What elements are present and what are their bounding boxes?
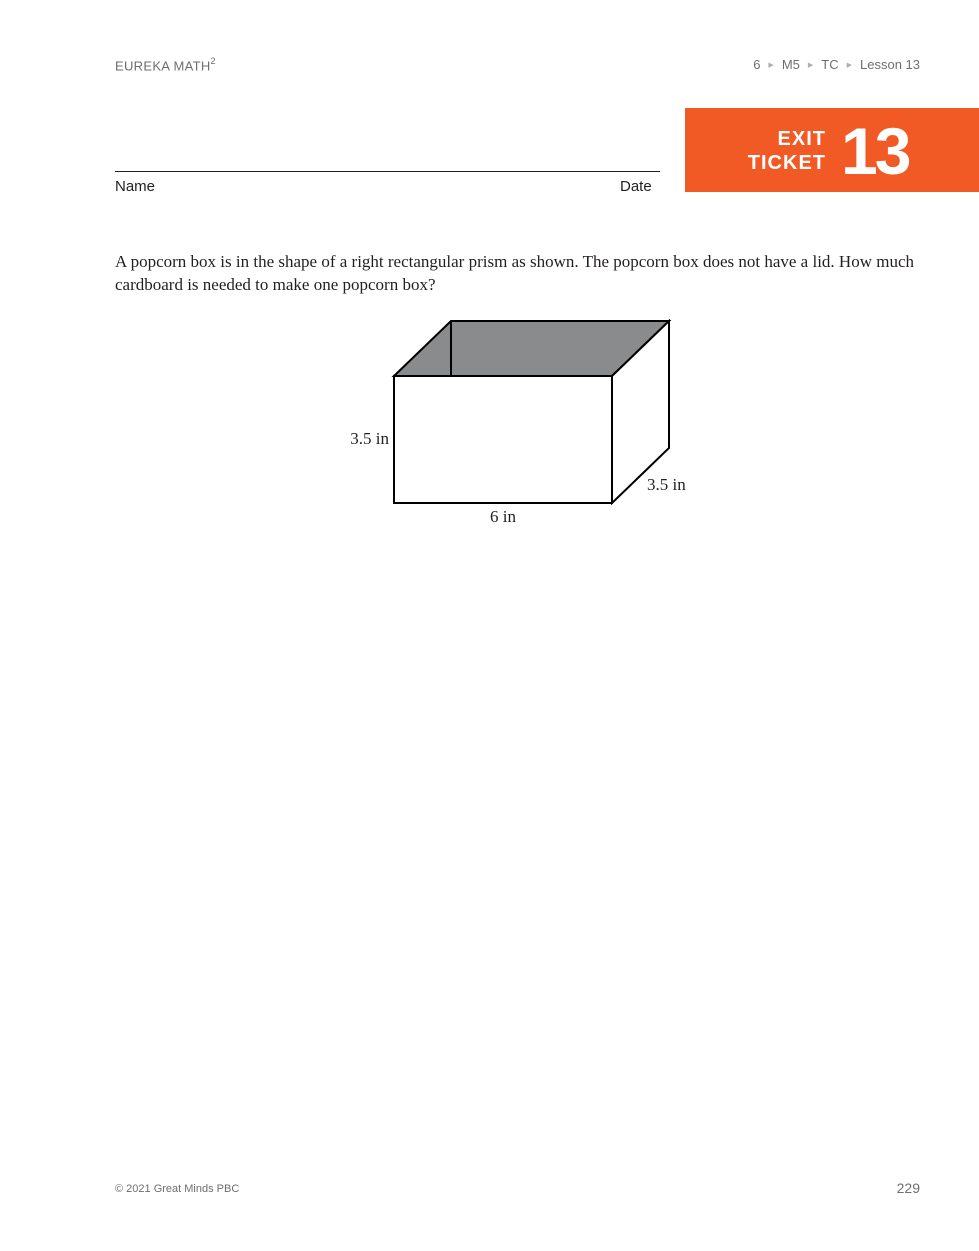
brand-name: EUREKA MATH: [115, 58, 211, 74]
name-label: Name: [115, 178, 156, 195]
breadcrumb-topic: TC: [821, 57, 839, 72]
breadcrumb-lesson: Lesson 13: [860, 57, 920, 72]
copyright-text: © 2021 Great Minds PBC: [115, 1183, 240, 1195]
height-label: 3.5 in: [350, 429, 389, 448]
page-number: 229: [896, 1180, 920, 1196]
breadcrumb-arrow-icon: ▶: [807, 61, 814, 69]
exit-ticket-line2: TICKET: [747, 152, 826, 174]
width-label: 6 in: [490, 507, 516, 526]
prism-front-face: [394, 376, 612, 503]
exit-ticket-line1: EXIT: [777, 128, 826, 150]
question-text: A popcorn box is in the shape of a right rectangular prism as shown. The popcorn box does not have a lid. How much cardboard is needed to make one popcorn box?: [115, 252, 914, 294]
depth-label: 3.5 in: [647, 475, 686, 494]
breadcrumb-grade: 6: [753, 57, 761, 72]
date-label: Date: [620, 178, 652, 195]
breadcrumb-module: M5: [781, 57, 800, 72]
breadcrumb-arrow-icon: ▶: [768, 61, 774, 69]
lesson-number: 13: [841, 114, 909, 188]
breadcrumb-arrow-icon: ▶: [846, 61, 852, 69]
brand-superscript: 2: [210, 56, 216, 66]
